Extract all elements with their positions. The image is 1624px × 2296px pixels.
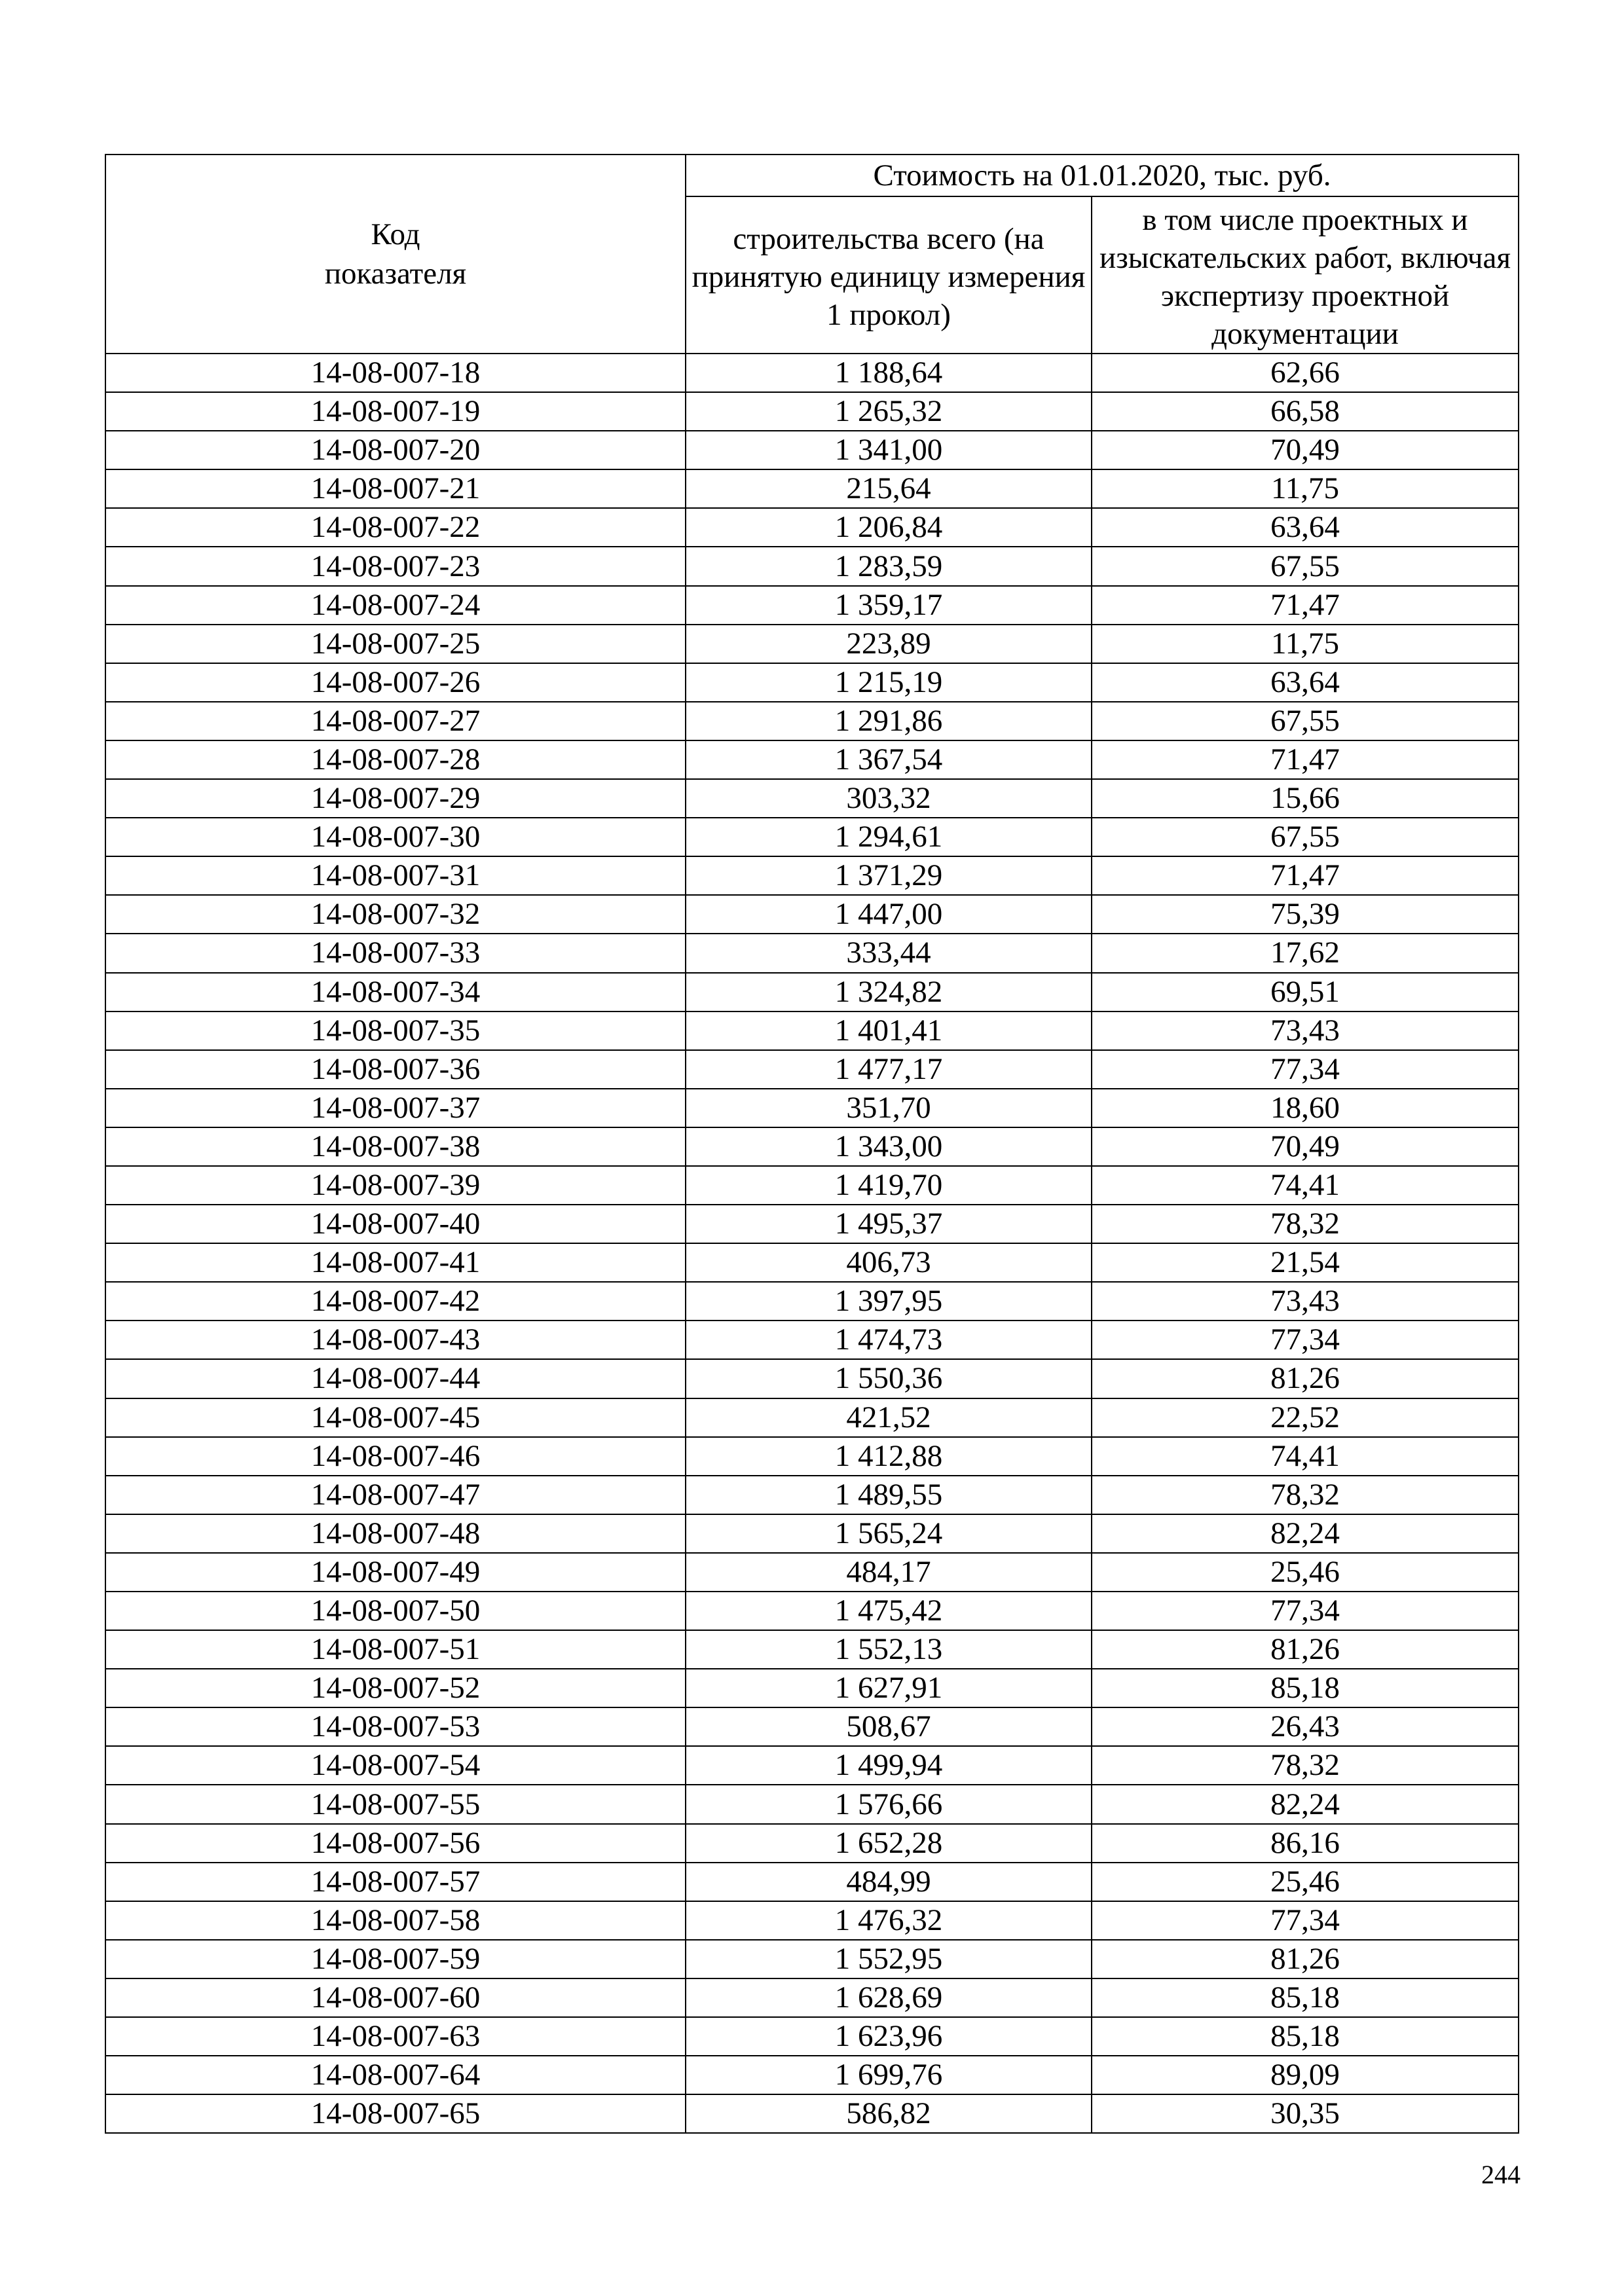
cell-code: 14-08-007-63 [105, 2017, 686, 2056]
cell-design: 70,49 [1092, 431, 1519, 469]
cell-code: 14-08-007-55 [105, 1785, 686, 1823]
table-row [105, 1553, 1519, 1592]
table-row [105, 1127, 1519, 1166]
cell-design: 18,60 [1092, 1089, 1519, 1127]
cell-code: 14-08-007-42 [105, 1282, 686, 1321]
table-row [105, 1669, 1519, 1707]
table-row [105, 1940, 1519, 1978]
cell-total: 1 499,94 [686, 1746, 1092, 1785]
cell-code: 14-08-007-50 [105, 1592, 686, 1630]
cell-design: 69,51 [1092, 973, 1519, 1011]
cell-total: 1 324,82 [686, 973, 1092, 1011]
table-row [105, 547, 1519, 585]
header-cost-group: Стоимость на 01.01.2020, тыс. руб. [686, 155, 1519, 196]
cell-total: 1 265,32 [686, 392, 1092, 431]
cell-design: 67,55 [1092, 818, 1519, 856]
cell-total: 508,67 [686, 1707, 1092, 1746]
cell-design: 77,34 [1092, 1901, 1519, 1940]
table-row [105, 1205, 1519, 1243]
header-code-line1: Код [371, 217, 420, 251]
cell-code: 14-08-007-57 [105, 1863, 686, 1901]
cell-code: 14-08-007-30 [105, 818, 686, 856]
cell-code: 14-08-007-28 [105, 740, 686, 779]
table-row [105, 1824, 1519, 1863]
cell-total: 1 291,86 [686, 702, 1092, 740]
table-row [105, 1282, 1519, 1321]
table-row [105, 1514, 1519, 1553]
table-row [105, 779, 1519, 818]
cell-total: 1 283,59 [686, 547, 1092, 585]
cell-total: 1 419,70 [686, 1166, 1092, 1205]
cell-total: 1 371,29 [686, 856, 1092, 895]
cell-code: 14-08-007-24 [105, 586, 686, 625]
table-row [105, 2094, 1519, 2133]
cell-code: 14-08-007-32 [105, 895, 686, 934]
table-row [105, 469, 1519, 508]
cell-total: 484,17 [686, 1553, 1092, 1592]
cell-code: 14-08-007-65 [105, 2094, 686, 2133]
cell-total: 1 552,95 [686, 1940, 1092, 1978]
table-row [105, 1901, 1519, 1940]
cell-code: 14-08-007-38 [105, 1127, 686, 1166]
cell-design: 26,43 [1092, 1707, 1519, 1746]
header-design: в том числе проектных и изыскательских работ, включая экспертизу проектной документации [1092, 196, 1519, 354]
cell-total: 421,52 [686, 1398, 1092, 1437]
cell-total: 1 412,88 [686, 1437, 1092, 1476]
cost-table [105, 154, 1519, 2134]
cell-design: 11,75 [1092, 469, 1519, 508]
cell-code: 14-08-007-34 [105, 973, 686, 1011]
cell-total: 1 477,17 [686, 1050, 1092, 1089]
cell-design: 74,41 [1092, 1166, 1519, 1205]
cell-design: 75,39 [1092, 895, 1519, 934]
header-code [105, 155, 686, 354]
cell-total: 1 359,17 [686, 586, 1092, 625]
table-row [105, 1050, 1519, 1089]
table-body [105, 354, 1519, 2133]
table-row [105, 431, 1519, 469]
table-row [105, 1437, 1519, 1476]
cell-design: 82,24 [1092, 1785, 1519, 1823]
cell-design: 77,34 [1092, 1592, 1519, 1630]
cell-design: 85,18 [1092, 2017, 1519, 2056]
cell-total: 484,99 [686, 1863, 1092, 1901]
table-row [105, 1476, 1519, 1514]
cell-design: 25,46 [1092, 1553, 1519, 1592]
cell-total: 1 652,28 [686, 1824, 1092, 1863]
cell-code: 14-08-007-46 [105, 1437, 686, 1476]
table-row [105, 1359, 1519, 1398]
table-row [105, 2017, 1519, 2056]
cell-total: 406,73 [686, 1243, 1092, 1282]
cell-total: 1 576,66 [686, 1785, 1092, 1823]
table-row [105, 586, 1519, 625]
cell-design: 73,43 [1092, 1011, 1519, 1050]
cell-design: 11,75 [1092, 625, 1519, 663]
table-row [105, 1166, 1519, 1205]
cell-design: 15,66 [1092, 779, 1519, 818]
table-row [105, 392, 1519, 431]
cell-total: 1 447,00 [686, 895, 1092, 934]
cell-design: 30,35 [1092, 2094, 1519, 2133]
cell-total: 1 550,36 [686, 1359, 1092, 1398]
cell-total: 1 367,54 [686, 740, 1092, 779]
cell-design: 62,66 [1092, 354, 1519, 392]
cell-code: 14-08-007-18 [105, 354, 686, 392]
cell-total: 1 628,69 [686, 1978, 1092, 2017]
cell-code: 14-08-007-23 [105, 547, 686, 585]
cell-total: 1 552,13 [686, 1630, 1092, 1669]
cell-code: 14-08-007-60 [105, 1978, 686, 2017]
table-row [105, 895, 1519, 934]
cell-design: 85,18 [1092, 1978, 1519, 2017]
cell-design: 67,55 [1092, 547, 1519, 585]
cell-design: 85,18 [1092, 1669, 1519, 1707]
table-row [105, 1592, 1519, 1630]
cell-code: 14-08-007-53 [105, 1707, 686, 1746]
cell-total: 351,70 [686, 1089, 1092, 1127]
cell-code: 14-08-007-56 [105, 1824, 686, 1863]
cell-design: 78,32 [1092, 1205, 1519, 1243]
table-row [105, 856, 1519, 895]
table-row [105, 1978, 1519, 2017]
cell-total: 303,32 [686, 779, 1092, 818]
cell-design: 74,41 [1092, 1437, 1519, 1476]
table-row [105, 702, 1519, 740]
cell-code: 14-08-007-29 [105, 779, 686, 818]
cell-total: 1 623,96 [686, 2017, 1092, 2056]
cell-code: 14-08-007-48 [105, 1514, 686, 1553]
cell-total: 223,89 [686, 625, 1092, 663]
cell-total: 215,64 [686, 469, 1092, 508]
cell-total: 1 489,55 [686, 1476, 1092, 1514]
cell-total: 1 699,76 [686, 2056, 1092, 2094]
cell-design: 77,34 [1092, 1050, 1519, 1089]
cell-code: 14-08-007-39 [105, 1166, 686, 1205]
cell-code: 14-08-007-26 [105, 663, 686, 702]
cell-design: 81,26 [1092, 1630, 1519, 1669]
cell-code: 14-08-007-47 [105, 1476, 686, 1514]
table-row [105, 1398, 1519, 1437]
header-code-line2: показателя [324, 257, 467, 291]
cell-total: 1 206,84 [686, 508, 1092, 547]
cell-design: 86,16 [1092, 1824, 1519, 1863]
cell-design: 70,49 [1092, 1127, 1519, 1166]
cell-total: 1 627,91 [686, 1669, 1092, 1707]
cell-code: 14-08-007-33 [105, 934, 686, 972]
table-row [105, 1089, 1519, 1127]
cell-design: 71,47 [1092, 586, 1519, 625]
cell-code: 14-08-007-43 [105, 1321, 686, 1359]
table-row [105, 818, 1519, 856]
page-number: 244 [1481, 2160, 1521, 2189]
cell-total: 1 294,61 [686, 818, 1092, 856]
cell-code: 14-08-007-44 [105, 1359, 686, 1398]
cell-design: 78,32 [1092, 1746, 1519, 1785]
cell-code: 14-08-007-64 [105, 2056, 686, 2094]
cell-design: 25,46 [1092, 1863, 1519, 1901]
table-row [105, 354, 1519, 392]
table-row [105, 1707, 1519, 1746]
table-row [105, 934, 1519, 972]
cell-code: 14-08-007-35 [105, 1011, 686, 1050]
table-row [105, 1630, 1519, 1669]
cell-code: 14-08-007-40 [105, 1205, 686, 1243]
header-row-top [105, 155, 1519, 196]
cell-design: 71,47 [1092, 856, 1519, 895]
cell-design: 17,62 [1092, 934, 1519, 972]
cell-design: 63,64 [1092, 663, 1519, 702]
table-row [105, 1321, 1519, 1359]
header-total: строительства всего (на принятую единицу измерения 1 прокол) [686, 196, 1092, 354]
cell-design: 21,54 [1092, 1243, 1519, 1282]
cell-total: 1 215,19 [686, 663, 1092, 702]
cell-design: 82,24 [1092, 1514, 1519, 1553]
table-row [105, 1243, 1519, 1282]
cell-design: 73,43 [1092, 1282, 1519, 1321]
cell-code: 14-08-007-25 [105, 625, 686, 663]
table-row [105, 973, 1519, 1011]
cell-total: 333,44 [686, 934, 1092, 972]
cell-code: 14-08-007-49 [105, 1553, 686, 1592]
table-row [105, 625, 1519, 663]
cell-design: 81,26 [1092, 1940, 1519, 1978]
cell-code: 14-08-007-20 [105, 431, 686, 469]
cell-total: 1 475,42 [686, 1592, 1092, 1630]
cell-code: 14-08-007-59 [105, 1940, 686, 1978]
cell-code: 14-08-007-31 [105, 856, 686, 895]
cell-design: 81,26 [1092, 1359, 1519, 1398]
cell-code: 14-08-007-36 [105, 1050, 686, 1089]
table-row [105, 1746, 1519, 1785]
cell-total: 586,82 [686, 2094, 1092, 2133]
cell-code: 14-08-007-51 [105, 1630, 686, 1669]
cell-code: 14-08-007-41 [105, 1243, 686, 1282]
cell-design: 77,34 [1092, 1321, 1519, 1359]
cell-design: 78,32 [1092, 1476, 1519, 1514]
cell-code: 14-08-007-27 [105, 702, 686, 740]
table-row [105, 508, 1519, 547]
table-row [105, 740, 1519, 779]
cell-design: 22,52 [1092, 1398, 1519, 1437]
cell-total: 1 495,37 [686, 1205, 1092, 1243]
cell-code: 14-08-007-52 [105, 1669, 686, 1707]
cell-total: 1 565,24 [686, 1514, 1092, 1553]
cell-total: 1 341,00 [686, 431, 1092, 469]
cell-total: 1 343,00 [686, 1127, 1092, 1166]
table-row [105, 1011, 1519, 1050]
cell-design: 89,09 [1092, 2056, 1519, 2094]
cell-design: 67,55 [1092, 702, 1519, 740]
cell-code: 14-08-007-37 [105, 1089, 686, 1127]
table-row [105, 1863, 1519, 1901]
table-row [105, 2056, 1519, 2094]
cell-total: 1 401,41 [686, 1011, 1092, 1050]
cell-total: 1 188,64 [686, 354, 1092, 392]
cell-code: 14-08-007-45 [105, 1398, 686, 1437]
cell-code: 14-08-007-19 [105, 392, 686, 431]
cell-code: 14-08-007-21 [105, 469, 686, 508]
cell-design: 71,47 [1092, 740, 1519, 779]
table-row [105, 1785, 1519, 1823]
cell-code: 14-08-007-54 [105, 1746, 686, 1785]
cell-total: 1 397,95 [686, 1282, 1092, 1321]
cell-design: 63,64 [1092, 508, 1519, 547]
cell-design: 66,58 [1092, 392, 1519, 431]
cell-total: 1 474,73 [686, 1321, 1092, 1359]
cell-code: 14-08-007-22 [105, 508, 686, 547]
cell-code: 14-08-007-58 [105, 1901, 686, 1940]
cell-total: 1 476,32 [686, 1901, 1092, 1940]
table-row [105, 663, 1519, 702]
